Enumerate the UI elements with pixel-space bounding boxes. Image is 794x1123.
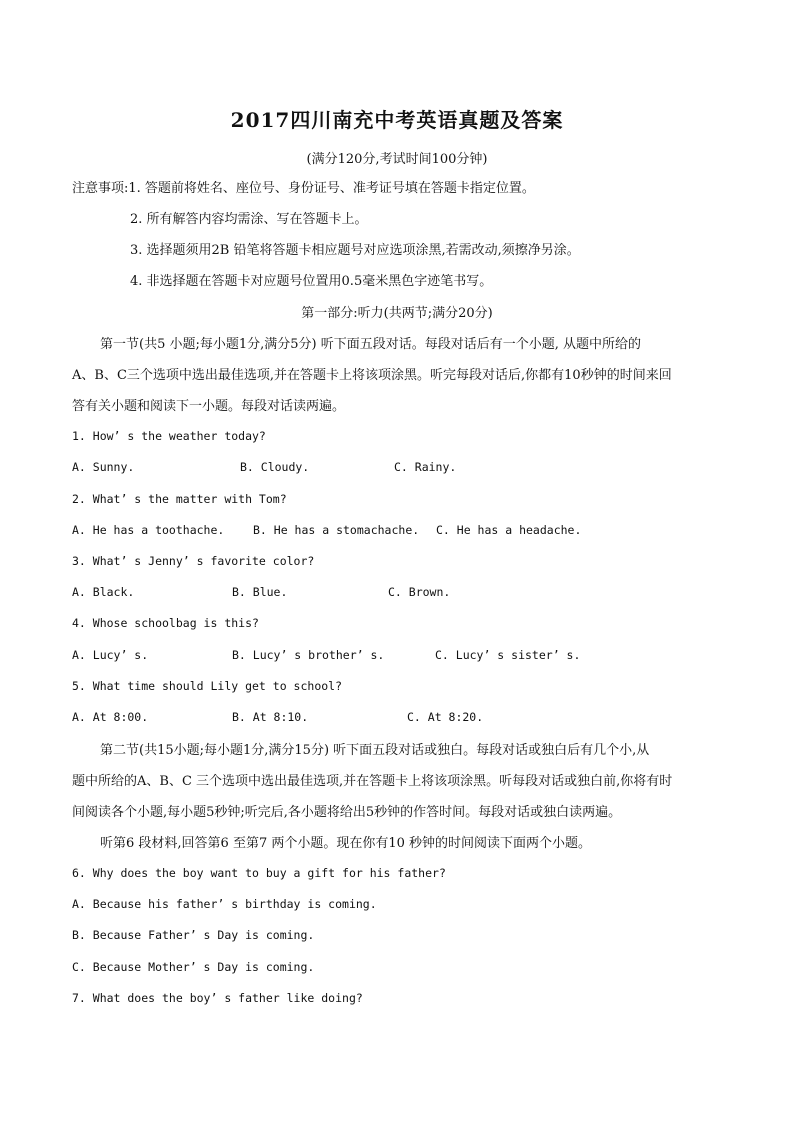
section1-instructions-line: 答有关小题和阅读下一小题。每段对话读两遍。 — [72, 399, 346, 414]
notes-label: 注意事项: — [72, 181, 129, 196]
option-c: C. Lucy’ s sister’ s. — [435, 648, 581, 662]
question-text: 4. Whose schoolbag is this? — [72, 616, 259, 630]
question-text: 7. What does the boy’ s father like doing? — [72, 991, 363, 1005]
section1-instructions-line: 第一节(共5 小题;每小题1分,满分5分) 听下面五段对话。每段对话后有一个小题, 从题中所给的 — [100, 337, 641, 352]
option-c: C. At 8:20. — [407, 710, 484, 724]
option-b: B. Lucy’ s brother’ s. — [232, 648, 385, 662]
option-c: C. Brown. — [388, 585, 451, 599]
option-b: B. Blue. — [232, 585, 288, 599]
document-title: 2017四川南充中考英语真题及答案 — [230, 108, 564, 132]
part1-heading: 第一部分:听力(共两节;满分20分) — [301, 306, 493, 321]
passage-intro: 听第6 段材料,回答第6 至第7 两个小题。现在你有10 秒钟的时间阅读下面两个小题。 — [100, 836, 592, 851]
question-text: 6. Why does the boy want to buy a gift for his father? — [72, 866, 446, 880]
option-a: A. At 8:00. — [72, 710, 149, 724]
option-c: C. Rainy. — [394, 460, 457, 474]
section1-instructions-line: A、B、C三个选项中选出最佳选项,并在答题卡上将该项涂黑。听完每段对话后,你都有10秒钟的时间来回 — [72, 368, 672, 383]
document-subtitle: (满分120分,考试时间100分钟) — [306, 152, 488, 167]
option-b: B. Cloudy. — [240, 460, 310, 474]
option-a: A. He has a toothache. — [72, 523, 225, 537]
notes-item: 3. 选择题须用2B 铅笔将答题卡相应题号对应选项涂黑,若需改动,须擦净另涂。 — [130, 243, 580, 258]
section2-instructions-line: 题中所给的A、B、C 三个选项中选出最佳选项,并在答题卡上将该项涂黑。听每段对话或独白前,你将有时 — [72, 774, 673, 789]
notes-item: 4. 非选择题在答题卡对应题号位置用0.5毫米黑色字迹笔书写。 — [130, 274, 493, 289]
question-text: 2. What’ s the matter with Tom? — [72, 492, 287, 506]
option-a: A. Sunny. — [72, 460, 135, 474]
option-b: B. He has a stomachache. — [253, 523, 420, 537]
option-b: B. At 8:10. — [232, 710, 309, 724]
option-c: C. He has a headache. — [436, 523, 582, 537]
section2-instructions-line: 第二节(共15小题;每小题1分,满分15分) 听下面五段对话或独白。每段对话或独白后有几个小,从 — [100, 743, 650, 758]
notes-item: 1. 答题前将姓名、座位号、身份证号、准考证号填在答题卡指定位置。 — [128, 181, 535, 196]
section2-instructions-line: 间阅读各个小题,每小题5秒钟;听完后,各小题将给出5秒钟的作答时间。每段对话或独白读两遍。 — [72, 805, 622, 820]
notes-first-line — [72, 177, 535, 196]
question-text: 3. What’ s Jenny’ s favorite color? — [72, 554, 315, 568]
option-b: B. Because Father’ s Day is coming. — [72, 928, 315, 942]
option-a: A. Lucy’ s. — [72, 648, 149, 662]
option-a: A. Black. — [72, 585, 135, 599]
question-text: 5. What time should Lily get to school? — [72, 679, 343, 693]
notes-item: 2. 所有解答内容均需涂、写在答题卡上。 — [130, 212, 368, 227]
question-text: 1. How’ s the weather today? — [72, 429, 266, 443]
option-a: A. Because his father’ s birthday is coming. — [72, 897, 377, 911]
option-c: C. Because Mother’ s Day is coming. — [72, 960, 315, 974]
